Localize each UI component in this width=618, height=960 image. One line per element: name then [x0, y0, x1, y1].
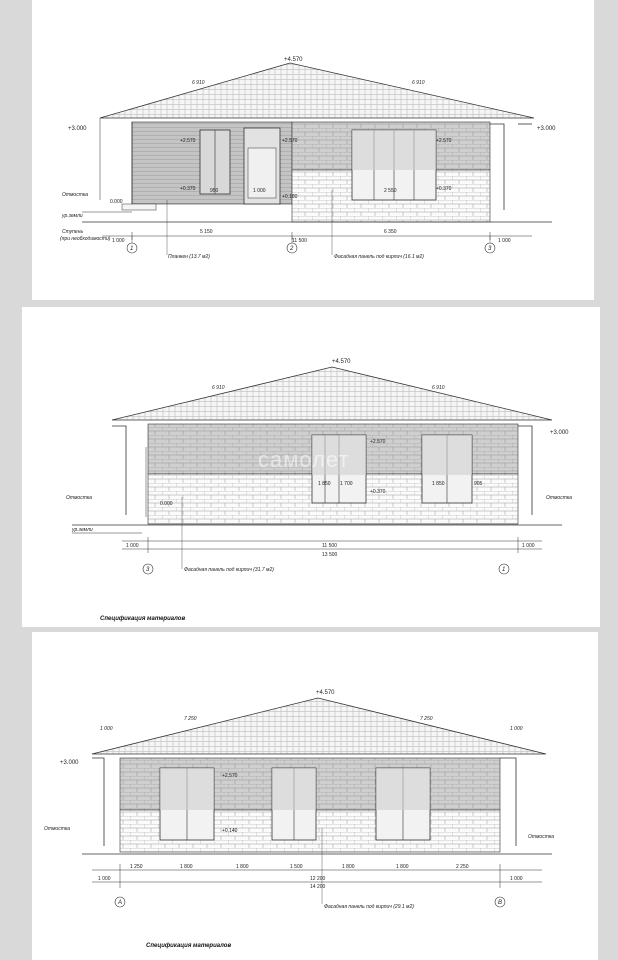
- level-label: +2.570: [370, 439, 386, 445]
- dim-label: 1 800: [342, 864, 355, 870]
- window-width: 950: [210, 188, 219, 194]
- watermark: самолет: [258, 447, 350, 472]
- dim-label: 1 000: [126, 543, 139, 549]
- note-planken: Планкен (13.7 м2): [168, 254, 210, 260]
- ground-label: ур.земли: [72, 527, 93, 533]
- otmostka-label-right: Отмостка: [528, 834, 555, 840]
- level-label: 0.000: [160, 501, 173, 507]
- elevation-3-drawing: [32, 632, 598, 960]
- roof: [92, 698, 546, 754]
- spec-title: Спецификация материалов: [100, 616, 186, 622]
- note-facade: Фасадная панель под кирпич (31.7 м2): [184, 567, 274, 573]
- dim-label: 1 000: [98, 876, 111, 882]
- window-width: 1 850: [318, 481, 331, 487]
- eave-dim-right: 1 000: [510, 726, 523, 732]
- dim-label: 1 250: [130, 864, 143, 870]
- axis-marker: В: [498, 900, 503, 906]
- dim-label: 1 000: [510, 876, 523, 882]
- level-label: +0.180: [282, 194, 298, 200]
- axis-marker: 1: [130, 246, 134, 252]
- dim-label: 1 500: [290, 864, 303, 870]
- ground-label: ур.земли: [62, 213, 83, 219]
- level-label: 0.000: [110, 199, 123, 205]
- dim-label: 1 000: [498, 238, 511, 244]
- axis-marker: А: [118, 900, 123, 906]
- otmostka-label-right: Отмостка: [546, 495, 573, 501]
- window-width: 2 550: [384, 188, 397, 194]
- dim-total: 11 500: [292, 238, 307, 244]
- dim-inner: 12 200: [310, 876, 326, 882]
- eave-level: +3.000: [60, 760, 79, 766]
- roof-dim-left: 7 250: [184, 716, 197, 722]
- dim-label: 5 150: [200, 229, 213, 235]
- window-width: 1 850: [432, 481, 445, 487]
- roof-dim-left: 6 910: [212, 385, 225, 391]
- axis-marker: 3: [146, 567, 150, 573]
- otmostka-label-left: Отмостка: [44, 826, 71, 832]
- axis-marker: 3: [488, 246, 492, 252]
- elevation-1-drawing: [32, 0, 594, 300]
- roof: [100, 63, 534, 118]
- ridge-level: +4.570: [316, 690, 335, 696]
- level-label: +0.140: [222, 828, 238, 834]
- roof-dim-right: 6 910: [412, 80, 425, 86]
- axis-marker: 1: [502, 567, 506, 573]
- elevation-sheet-2: [22, 307, 600, 627]
- dim-label: 6 350: [384, 229, 397, 235]
- door-width: 1 000: [253, 188, 266, 194]
- otmostka-label: Отмостка: [62, 192, 89, 198]
- otmostka-label-left: Отмостка: [66, 495, 93, 501]
- eave-level: +3.000: [550, 430, 569, 436]
- dim-label: 11 500: [322, 543, 337, 549]
- ridge-level: +4.570: [284, 57, 303, 63]
- dim-total: 13 500: [322, 552, 338, 558]
- dim-label: 1 800: [180, 864, 193, 870]
- ridge-level: +4.570: [332, 359, 351, 365]
- level-label: +0.370: [180, 186, 196, 192]
- level-label: +2.570: [222, 773, 238, 779]
- roof-dim-right: 6 910: [432, 385, 445, 391]
- note-facade: Фасадная панель под кирпич (29.1 м2): [324, 904, 414, 910]
- level-label: +2.570: [282, 138, 298, 144]
- elevation-sheet-1: [32, 0, 594, 300]
- axis-marker: 2: [290, 246, 294, 252]
- dim-label: 1 000: [522, 543, 535, 549]
- spec-title: Спецификация материалов: [146, 943, 232, 949]
- eave-dim-left: 1 000: [100, 726, 113, 732]
- dim-label: 2 250: [456, 864, 469, 870]
- window-width: 905: [474, 481, 483, 487]
- level-label: +2.570: [436, 138, 452, 144]
- window-width: 1 700: [340, 481, 353, 487]
- roof-dim-right: 7 250: [420, 716, 433, 722]
- level-label: +0.370: [370, 489, 386, 495]
- step-label: Ступень: [62, 229, 84, 235]
- level-label: +2.570: [180, 138, 196, 144]
- note-facade: Фасадная панель под кирпич (16.1 м2): [334, 254, 424, 260]
- roof: [112, 367, 552, 420]
- elevation-sheet-3: [32, 632, 598, 960]
- eave-level-left: +3.000: [68, 126, 87, 132]
- dim-label: 1 000: [112, 238, 125, 244]
- roof-dim-left: 6 910: [192, 80, 205, 86]
- eave-level-right: +3.000: [537, 126, 556, 132]
- dim-total: 14 200: [310, 884, 326, 890]
- level-label: +0.370: [436, 186, 452, 192]
- dim-label: 1 800: [396, 864, 409, 870]
- step: [122, 204, 156, 210]
- dim-label: 1 800: [236, 864, 249, 870]
- step-note: (при необходимости): [60, 236, 111, 242]
